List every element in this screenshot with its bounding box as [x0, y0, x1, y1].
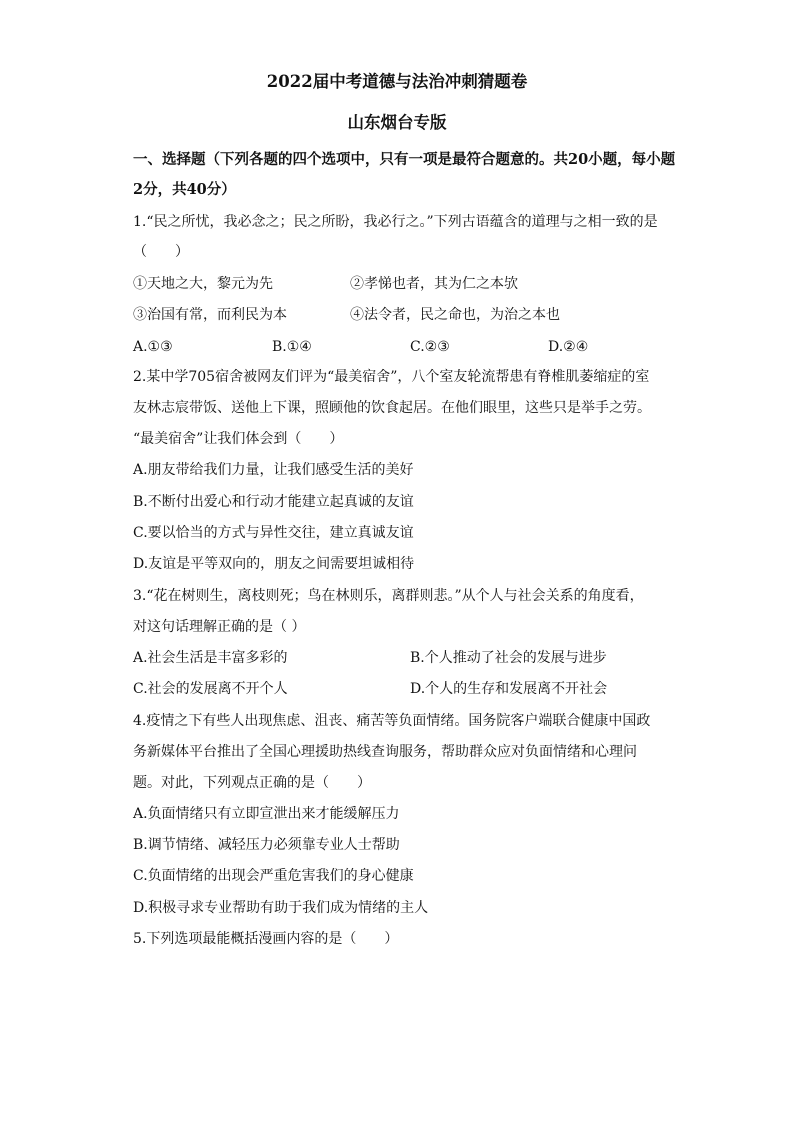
- q2-option-d: D.友谊是平等双向的，朋友之间需要坦诚相待: [133, 556, 415, 572]
- q3-option-b: B.个人推动了社会的发展与进步: [410, 650, 607, 666]
- section-heading-line1: 一、选择题（下列各题的四个选项中，只有一项是最符合题意的。共20小题，每小题: [133, 151, 676, 168]
- q1-statement-3: ③治国有常，而利民为本: [133, 307, 287, 323]
- section-heading-line2: 2分，共40分）: [133, 181, 236, 198]
- q1-stem-line1: 1.“民之所忧，我必念之；民之所盼，我必行之。”下列古语蕴含的道理与之相一致的是: [133, 214, 658, 230]
- q4-option-b: B.调节情绪、减轻压力必须靠专业人士帮助: [133, 837, 400, 853]
- q3-option-d: D.个人的生存和发展离不开社会: [410, 681, 608, 697]
- q2-option-b: B.不断付出爱心和行动才能建立起真诚的友谊: [133, 494, 414, 510]
- q4-stem-line1: 4.疫情之下有些人出现焦虑、沮丧、痛苦等负面情绪。国务院客户端联合健康中国政: [133, 713, 651, 729]
- q4-option-c: C.负面情绪的出现会严重危害我们的身心健康: [133, 868, 414, 884]
- exam-subtitle: 山东烟台专版: [347, 113, 447, 132]
- q2-option-c: C.要以恰当的方式与异性交往，建立真诚友谊: [133, 525, 414, 541]
- q4-stem-line2: 务新媒体平台推出了全国心理援助热线查询服务，帮助群众应对负面情绪和心理问: [133, 744, 637, 760]
- q1-statement-2: ②孝悌也者，其为仁之本欤: [350, 276, 518, 292]
- q1-statement-4: ④法令者，民之命也，为治之本也: [350, 307, 560, 323]
- q3-stem-line2: 对这句话理解正确的是（ ）: [133, 619, 306, 635]
- q1-option-d: D.②④: [548, 339, 589, 355]
- q2-option-a: A.朋友带给我们力量，让我们感受生活的美好: [133, 462, 414, 478]
- q1-option-c: C.②③: [410, 339, 450, 355]
- q5-stem-line1: 5.下列选项最能概括漫画内容的是（ ）: [133, 931, 399, 947]
- q4-option-d: D.积极寻求专业帮助有助于我们成为情绪的主人: [133, 900, 429, 916]
- q1-statement-1: ①天地之大，黎元为先: [133, 276, 273, 292]
- q1-option-b: B.①④: [272, 339, 312, 355]
- q3-stem-line1: 3.“花在树则生，离枝则死；鸟在林则乐，离群则悲。”从个人与社会关系的角度看，: [133, 588, 644, 604]
- exam-title: 2022届中考道德与法治冲刺猜题卷: [266, 72, 528, 91]
- q4-option-a: A.负面情绪只有立即宣泄出来才能缓解压力: [133, 806, 400, 822]
- q3-option-a: A.社会生活是丰富多彩的: [133, 650, 288, 666]
- q2-stem-line2: 友林志宸带饭、送他上下课，照顾他的饮食起居。在他们眼里，这些只是举手之劳。: [133, 400, 651, 416]
- q1-option-a: A.①③: [133, 339, 173, 355]
- q4-stem-line3: 题。对此，下列观点正确的是（ ）: [133, 775, 371, 791]
- q2-stem-line1: 2.某中学705宿舍被网友们评为“最美宿舍”，八个室友轮流帮患有脊椎肌萎缩症的室: [133, 369, 650, 385]
- q2-stem-line3: “最美宿舍”让我们体会到（ ）: [133, 431, 344, 447]
- q1-stem-line2: （ ）: [133, 244, 189, 260]
- q3-option-c: C.社会的发展离不开个人: [133, 681, 288, 697]
